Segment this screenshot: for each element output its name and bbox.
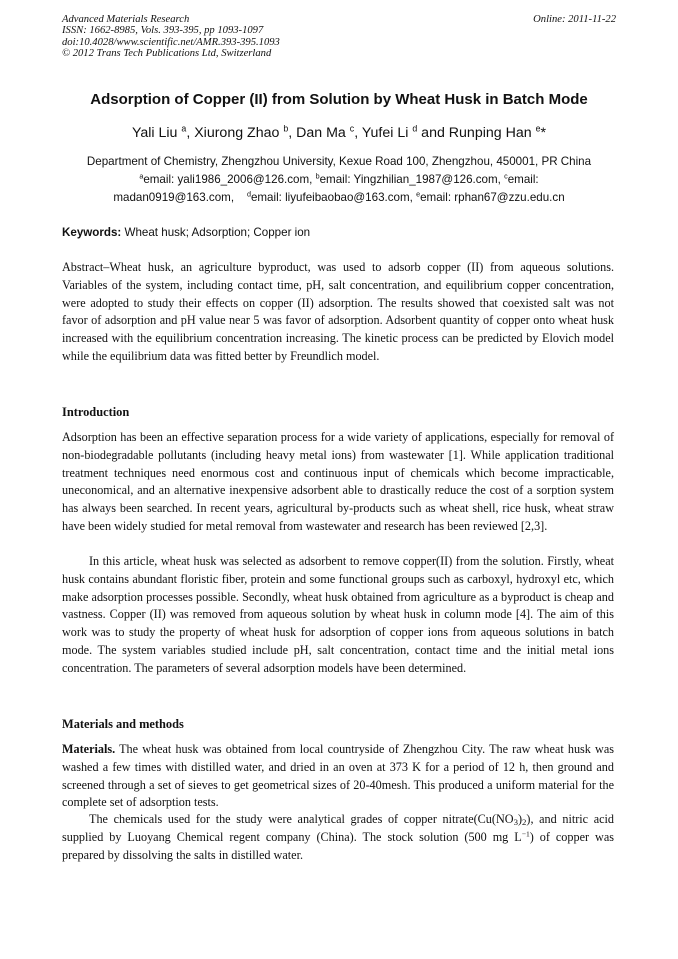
author-name: Xiurong Zhao [194, 125, 280, 141]
author-name: Yufei Li [361, 125, 409, 141]
chemicals-text: ) of copper was prepared by dissolving the salts in distilled water. [62, 829, 614, 862]
journal-header [62, 14, 616, 60]
journal-name: Advanced Materials Research [62, 14, 190, 25]
email-superscript: b [315, 171, 320, 181]
subscript: 3 [513, 817, 518, 828]
author-name: Yali Liu [131, 125, 178, 141]
email-line [40, 189, 638, 207]
author-superscript: c [349, 123, 355, 134]
email-text: email: rphan67@zzu.edu.cn [420, 191, 565, 205]
keywords-line [62, 226, 622, 239]
email-superscript: e [416, 189, 421, 199]
email-text: email: yali1986_2006@126.com, [143, 173, 313, 187]
author-superscript: e [535, 123, 541, 134]
author-separator: , [186, 125, 195, 141]
author-name: Dan Ma [296, 125, 346, 141]
email-superscript: a [139, 171, 144, 181]
email-text: email: [507, 173, 539, 187]
author-name: Runping Han [448, 125, 532, 141]
department-line: Department of Chemistry, Zhengzhou University, Kexue Road 100, Zhengzhou, 450001, PR China [86, 155, 592, 168]
email-line [40, 171, 638, 189]
author-superscript: a [181, 123, 187, 134]
author-list [0, 125, 678, 141]
subscript: 2 [522, 817, 527, 828]
doi-line: doi:10.4028/www.scientific.net/AMR.393-395.1093 [62, 36, 280, 48]
materials-paragraph [62, 741, 614, 812]
email-text: madan0919@163.com, [113, 191, 235, 205]
materials-label: Materials. [62, 742, 116, 756]
introduction-paragraph-2: In this article, wheat husk was selected as adsorbent to remove copper(II) from the solution. Firstly, wheat husk contains abundant floristic fiber, protein and some functional groups such as carboxyl, hydroxyl etc, which make adsorption processes possible. Secondly, wheat husk obtained from agriculture as a byproduct is cheap and vastness. Copper (II) was removed from aqueous solution by wheat husk in column mode [4]. The aim of this work was to study the property of wheat husk for adsorption of copper ions from aqueous solutions in batch mode. The system variables studied include pH, salt concentration, contact time and the initial metal ions concentration. The parameters of several adsorption models have been determined. [62, 554, 614, 675]
keywords-text: Wheat husk; Adsorption; Copper ion [124, 226, 311, 239]
author-superscript: d [412, 123, 418, 134]
author-separator: , [354, 125, 362, 141]
methods-heading: Materials and methods [62, 717, 184, 731]
chemicals-text: ), and nitric acid supplied by Luoyang Chemical regent company (China). The stock solution (500 mg L [62, 812, 614, 844]
chemicals-text: The chemicals used for the study were analytical grades of copper nitrate(Cu(NO [89, 812, 514, 826]
email-superscript: c [504, 171, 508, 181]
corresponding-mark: * [540, 125, 547, 141]
materials-text: The wheat husk was obtained from local countryside of Zhengzhou City. The raw wheat husk was washed a few times with distilled water, and dried in an oven at 373 K for a period of 12 h, then ground and screened through a set of sieves to get geometrical sizes of 20-40mesh. This produced a uniform material for the complete set of adsorption tests. [62, 742, 615, 810]
issn-line: ISSN: 1662-8985, Vols. 393-395, pp 1093-1097 [62, 25, 264, 37]
keywords-label: Keywords: [62, 226, 122, 239]
author-conjunction: and [417, 125, 449, 141]
email-text: email: Yingzhilian_1987@126.com, [319, 173, 501, 187]
abstract-paragraph: Abstract–Wheat husk, an agriculture byproduct, was used to adsorb copper (II) from aqueous solutions. Variables of the system, including contact time, pH, salt concentration, and equilibrium copper concentration, were adopted to study their effects on copper (II) adsorption. The results showed that coexisted salt was not favor of adsorption and pH value near 5 was favor of adsorption. Adsorbent quantity of copper onto wheat husk increased with the equilibrium concentration increasing. The kinetic process can be predicted by Elovich model while the equilibrium data was fitted better by Freundlich model. [62, 260, 614, 363]
chemicals-text: ) [517, 812, 523, 826]
paper-title: Adsorption of Copper (II) from Solution by Wheat Husk in Batch Mode [90, 91, 588, 108]
author-separator: , [288, 125, 297, 141]
affiliation-block [40, 153, 638, 208]
online-date: Online: 2011-11-22 [533, 14, 616, 25]
introduction-heading: Introduction [62, 405, 130, 419]
chemicals-paragraph [62, 811, 614, 864]
copyright-line: © 2012 Trans Tech Publications Ltd, Switzerland [62, 48, 272, 60]
email-text: email: liyufeibaobao@163.com, [250, 191, 413, 205]
author-superscript: b [283, 123, 289, 134]
email-superscript: d [246, 189, 251, 199]
superscript: −1 [521, 829, 530, 839]
introduction-paragraph-1: Adsorption has been an effective separation process for a wide variety of applications, especially for removal of non-biodegradable pollutants (including heavy metal ions) from wastewater [1]. While application traditional treatment techniques need enormous cost and continuous input of chemicals which become impracticable, uneconomical, and an alternative inexpensive adsorbent able to drastically reduce the cost of a sorption system has always been searched. In recent years, agricultural by-products such as wheat shell, rice husk, wheat straw have been widely studied for metal removal from wastewater and research has been reviewed [2,3]. [62, 430, 614, 533]
